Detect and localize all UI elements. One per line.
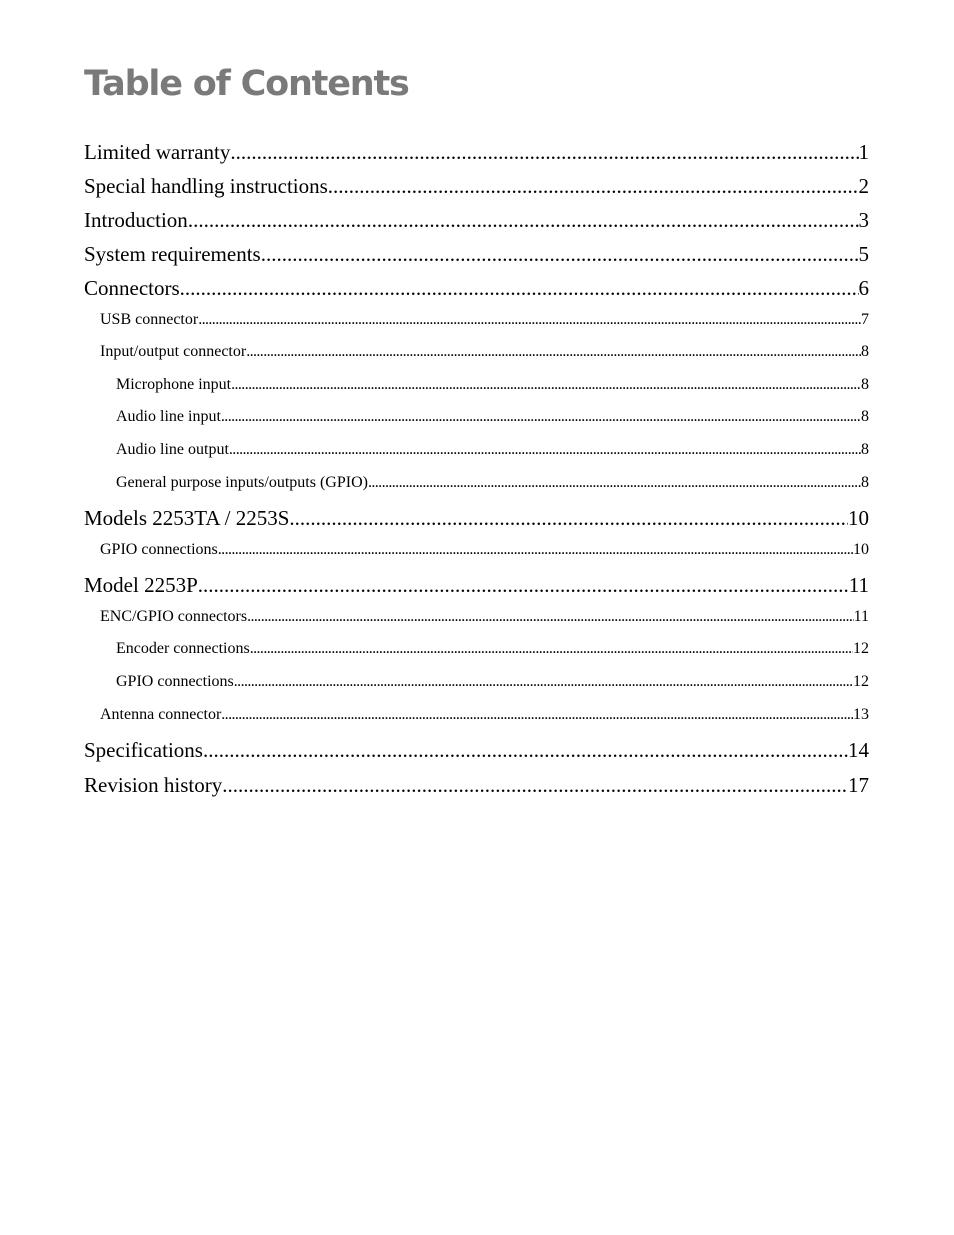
toc-leader-dots — [246, 341, 861, 363]
toc-entry-specifications[interactable] — [84, 736, 869, 764]
toc-entry-label: Revision history — [84, 773, 223, 797]
toc-entry-gpio-general-purpose[interactable] — [116, 472, 869, 494]
toc-leader-dots — [247, 606, 854, 628]
toc-entry-label: USB connector — [100, 311, 199, 328]
toc-page-number: 12 — [853, 673, 869, 690]
toc-entry-encoder-connections[interactable] — [116, 638, 869, 660]
toc-entry-label: Limited warranty — [84, 140, 231, 164]
toc-leader-dots — [261, 240, 859, 268]
toc-page-number: 1 — [858, 140, 869, 164]
toc-page-number: 17 — [848, 773, 869, 797]
toc-entry-gpio-connections-2253p[interactable] — [116, 671, 869, 693]
toc-entry-limited-warranty[interactable] — [84, 138, 869, 166]
toc-page-number: 3 — [858, 208, 869, 232]
toc-page-number: 12 — [853, 640, 869, 657]
toc-entry-gpio-connections-2253ta[interactable] — [100, 539, 869, 561]
toc-page-number: 11 — [848, 573, 869, 597]
toc-leader-dots — [221, 406, 861, 428]
toc-leader-dots — [368, 472, 861, 494]
toc-entry-label: ENC/GPIO connectors — [100, 608, 248, 625]
toc-entry-label: Connectors — [84, 276, 180, 300]
toc-entry-antenna-connector[interactable] — [100, 704, 869, 726]
toc-entry-label: Models 2253TA / 2253S — [84, 506, 290, 530]
toc-page-number: 13 — [853, 706, 869, 723]
toc-leader-dots — [230, 138, 858, 166]
toc-entry-label: System requirements — [84, 242, 261, 266]
toc-entry-microphone-input[interactable] — [116, 374, 869, 396]
toc-entry-label: General purpose inputs/outputs (GPIO) — [116, 474, 368, 491]
toc-entry-audio-line-input[interactable] — [116, 406, 869, 428]
toc-page-number: 8 — [861, 343, 869, 360]
toc-entry-label: Encoder connections — [116, 640, 250, 657]
toc-entry-special-handling-instructions[interactable] — [84, 172, 869, 200]
toc-page-number: 8 — [861, 408, 869, 425]
toc-page-number: 8 — [861, 474, 869, 491]
toc-entry-label: Antenna connector — [100, 706, 222, 723]
toc-page-number: 2 — [858, 174, 869, 198]
page-title: Table of Contents — [84, 64, 409, 104]
toc-leader-dots — [203, 736, 848, 764]
toc-leader-dots — [218, 539, 853, 561]
toc-entry-models-2253ta-2253s[interactable] — [84, 504, 869, 532]
toc-page-number: 11 — [853, 608, 869, 625]
toc-page-number: 7 — [861, 311, 869, 328]
toc-entry-model-2253p[interactable] — [84, 571, 869, 599]
toc-leader-dots — [180, 274, 859, 302]
toc-leader-dots — [328, 172, 859, 200]
toc-entry-label: GPIO connections — [100, 541, 218, 558]
toc-page-number: 10 — [848, 506, 869, 530]
toc-entry-label: Specifications — [84, 738, 203, 762]
toc-leader-dots — [289, 504, 848, 532]
toc-leader-dots — [234, 671, 853, 693]
toc-entry-enc-gpio-connectors[interactable] — [100, 606, 869, 628]
toc-page-number: 10 — [853, 541, 869, 558]
toc-entry-label: GPIO connections — [116, 673, 234, 690]
toc-leader-dots — [250, 638, 853, 660]
toc-leader-dots — [188, 206, 859, 234]
toc-page-number: 5 — [858, 242, 869, 266]
toc-entry-label: Audio line input — [116, 408, 221, 425]
toc-leader-dots — [221, 704, 853, 726]
toc-entry-label: Input/output connector — [100, 343, 247, 360]
toc-entry-introduction[interactable] — [84, 206, 869, 234]
toc-page-number: 8 — [861, 376, 869, 393]
toc-entry-label: Special handling instructions — [84, 174, 328, 198]
toc-entry-system-requirements[interactable] — [84, 240, 869, 268]
toc-leader-dots — [198, 571, 849, 599]
toc-entry-label: Audio line output — [116, 441, 229, 458]
toc-leader-dots — [229, 439, 861, 461]
toc-page-number: 8 — [861, 441, 869, 458]
toc-entry-revision-history[interactable] — [84, 771, 869, 799]
toc-entry-connectors[interactable] — [84, 274, 869, 302]
toc-leader-dots — [222, 771, 848, 799]
toc-entry-usb-connector[interactable] — [100, 309, 869, 331]
toc-leader-dots — [231, 374, 861, 396]
toc-entry-label: Model 2253P — [84, 573, 198, 597]
toc-entry-label: Introduction — [84, 208, 188, 232]
toc-entry-audio-line-output[interactable] — [116, 439, 869, 461]
toc-page-number: 6 — [858, 276, 869, 300]
toc-page-number: 14 — [848, 738, 869, 762]
toc-entry-input-output-connector[interactable] — [100, 341, 869, 363]
toc-entry-label: Microphone input — [116, 376, 232, 393]
toc-leader-dots — [198, 309, 861, 331]
